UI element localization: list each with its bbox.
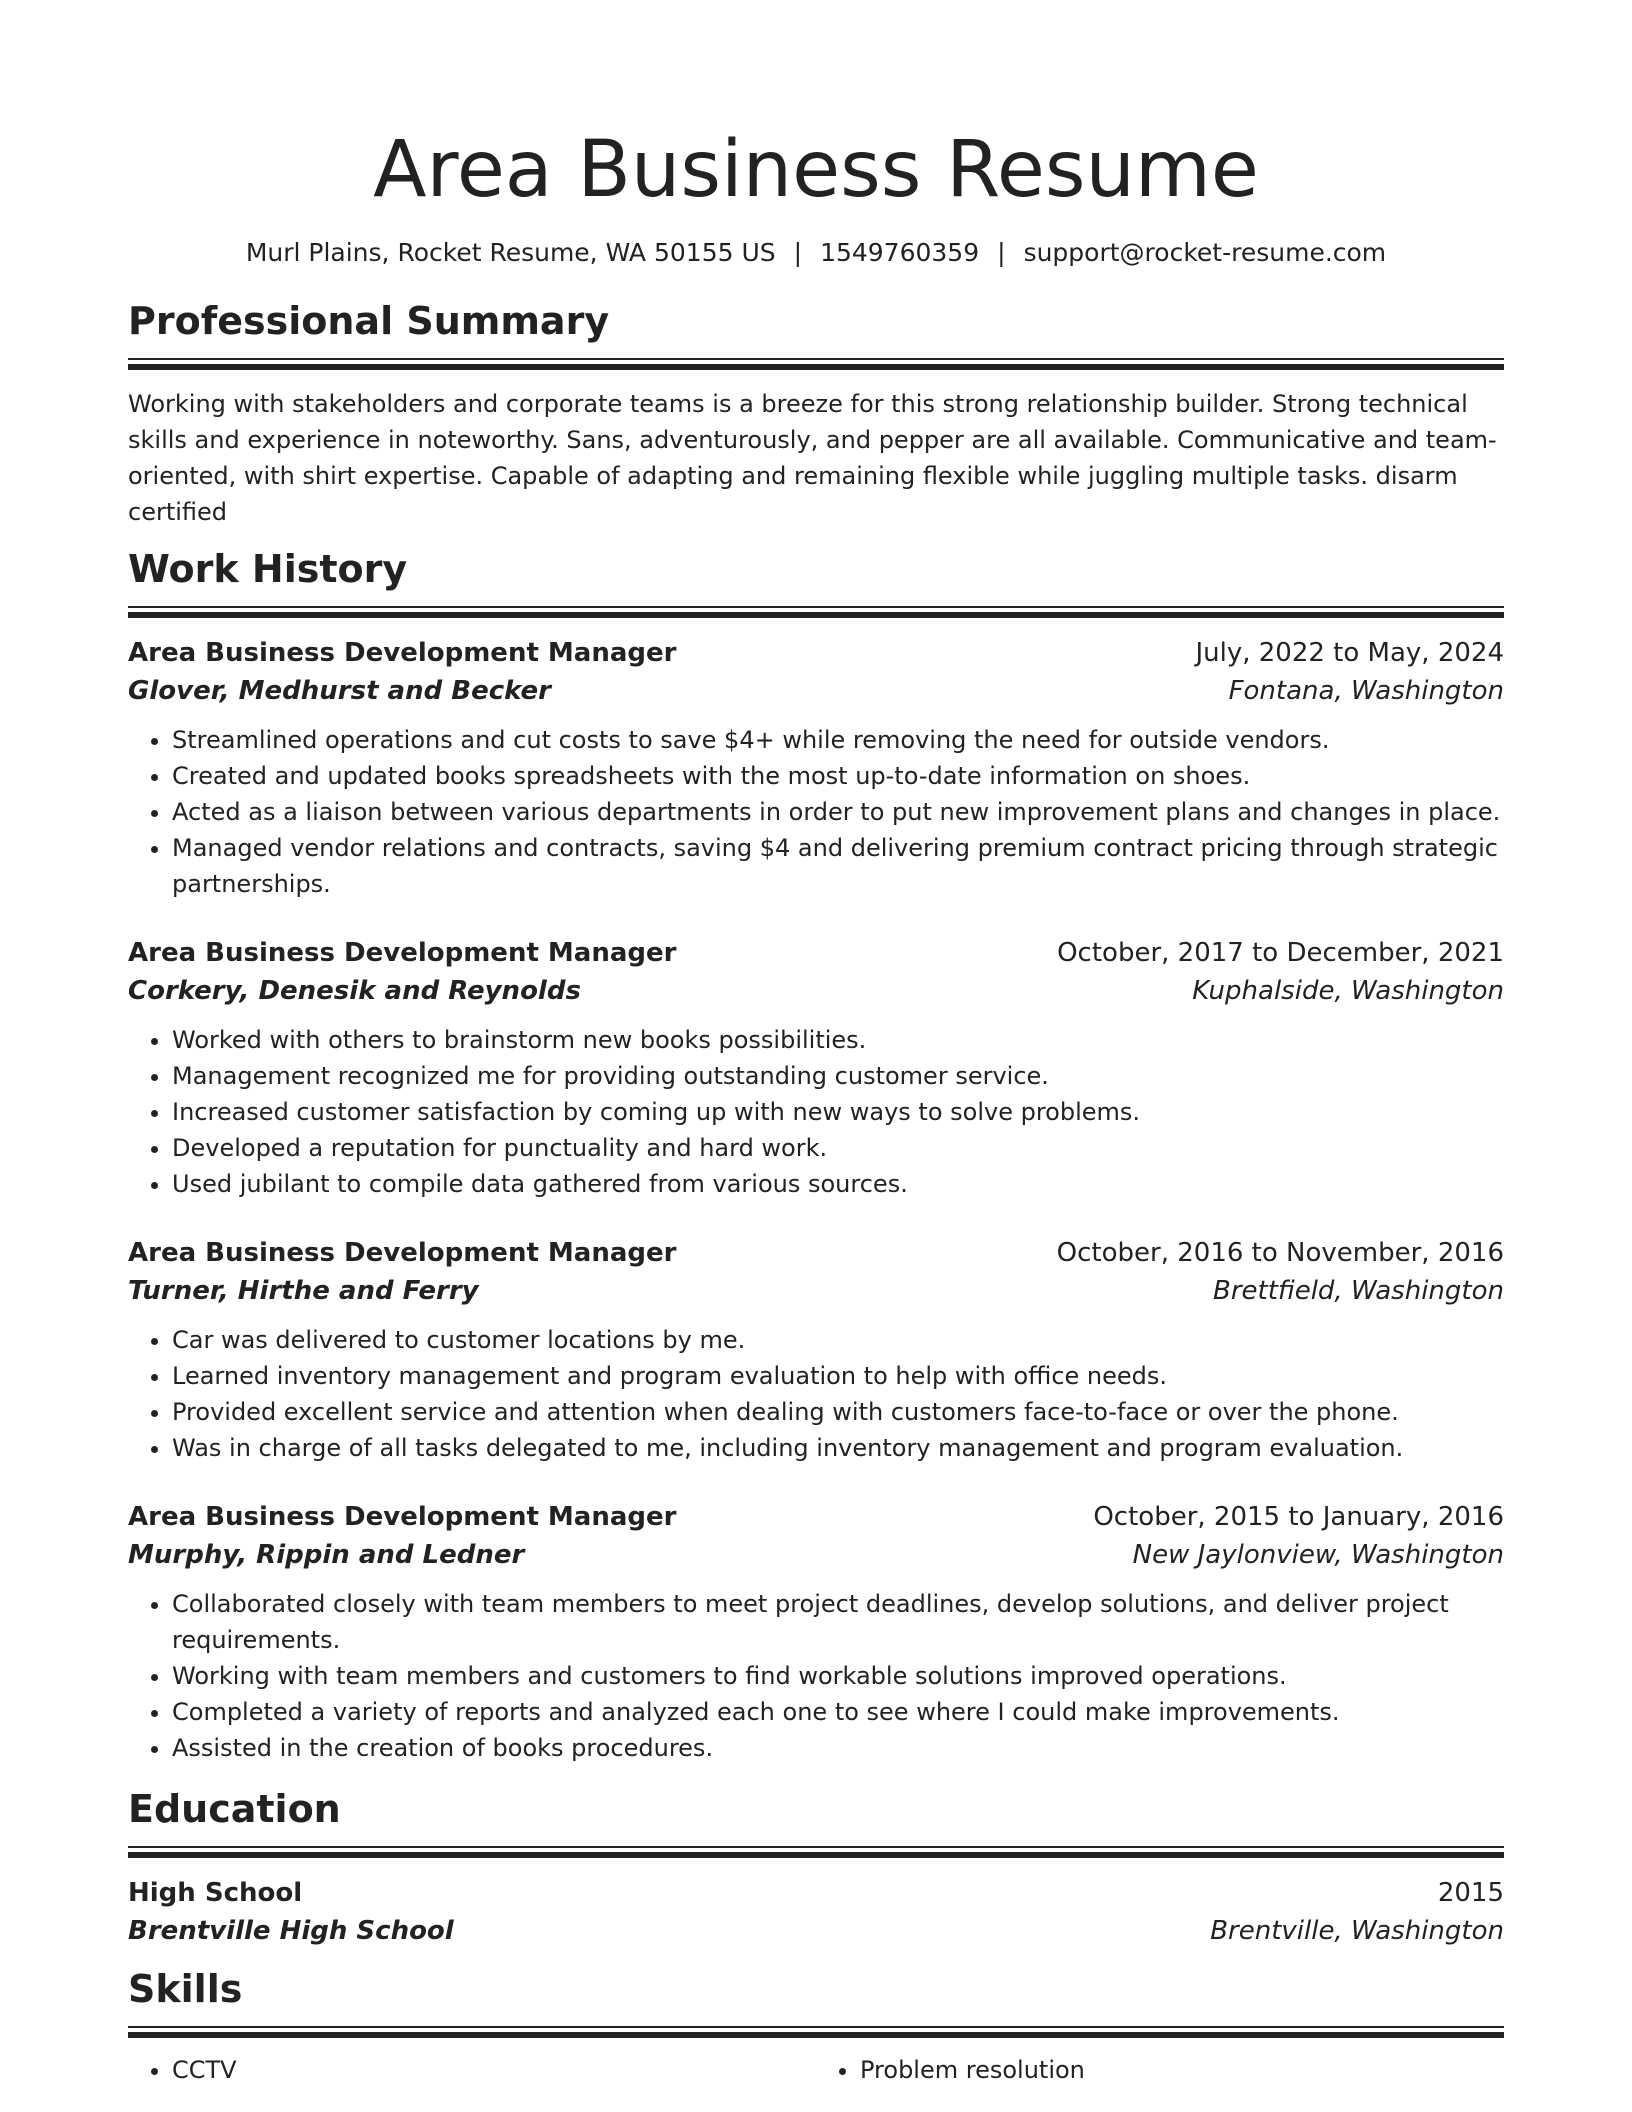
list-item: • Managed vendor relations and contracts, saving $4 and delivering premium contract pricing through strategic partnerships. — [172, 830, 1504, 902]
job-role: Area Business Development Manager — [128, 638, 677, 668]
list-item: • Working with team members and customers to find workable solutions improved operations. — [172, 1658, 1504, 1694]
section-title-work-history: Work History — [128, 547, 408, 591]
education-location: Brentville, Washington — [1210, 1916, 1504, 1946]
section-title-education: Education — [128, 1787, 341, 1831]
list-item: • Worked with others to brainstorm new books possibilities. — [172, 1022, 1504, 1058]
section-title-summary: Professional Summary — [128, 299, 610, 343]
job-location: New Jaylonview, Washington — [1132, 1540, 1504, 1570]
list-item: • Collaborated closely with team members to meet project deadlines, develop solutions, and deliver project requirements. — [172, 1586, 1504, 1658]
skill-item: • CCTV — [172, 2052, 816, 2088]
list-item: • Assisted in the creation of books procedures. — [172, 1730, 1504, 1766]
education-degree: High School — [128, 1878, 303, 1908]
list-item: • Car was delivered to customer locations by me. — [172, 1322, 1504, 1358]
education-school: Brentville High School — [128, 1916, 454, 1946]
contact-email: support@rocket-resume.com — [1023, 238, 1387, 267]
job-entry — [128, 1234, 1504, 1466]
job-company: Turner, Hirthe and Ferry — [128, 1276, 479, 1306]
job-dates: July, 2022 to May, 2024 — [1195, 638, 1504, 668]
section-divider — [128, 1846, 1504, 1858]
job-company: Murphy, Rippin and Ledner — [128, 1540, 525, 1570]
job-bullets — [128, 722, 1504, 902]
list-item: • Developed a reputation for punctuality and hard work. — [172, 1130, 1504, 1166]
contact-phone: 1549760359 — [820, 238, 980, 267]
list-item: • Created and updated books spreadsheets with the most up-to-date information on shoes. — [172, 758, 1504, 794]
list-item: • Completed a variety of reports and analyzed each one to see where I could make improvements. — [172, 1694, 1504, 1730]
job-location: Fontana, Washington — [1228, 676, 1504, 706]
job-bullets — [128, 1586, 1504, 1766]
section-divider — [128, 2026, 1504, 2038]
summary-text: Working with stakeholders and corporate teams is a breeze for this strong relationship builder. Strong technical skills and experience in noteworthy. Sans, adventurously, and pepper are all available. Communicative and team-oriented, with shirt expertise. Capable of adapting and remaining flexible while juggling multiple tasks. disarm certified — [128, 390, 1497, 526]
education-section — [128, 1784, 1504, 1950]
list-item: • Streamlined operations and cut costs to save $4+ while removing the need for outside vendors. — [172, 722, 1504, 758]
skills-section — [128, 1964, 1504, 2088]
contact-line — [128, 236, 1504, 270]
education-year: 2015 — [1437, 1878, 1504, 1908]
job-role: Area Business Development Manager — [128, 938, 677, 968]
job-entry — [128, 934, 1504, 1202]
list-item: • Used jubilant to compile data gathered from various sources. — [172, 1166, 1504, 1202]
skill-item: • Problem resolution — [860, 2052, 1504, 2088]
contact-separator: | — [793, 238, 803, 267]
contact-address: Murl Plains, Rocket Resume, WA 50155 US — [245, 238, 776, 267]
list-item: • Increased customer satisfaction by coming up with new ways to solve problems. — [172, 1094, 1504, 1130]
job-company: Corkery, Denesik and Reynolds — [128, 976, 581, 1006]
work-history-section — [128, 544, 1504, 1766]
section-divider — [128, 358, 1504, 370]
section-divider — [128, 606, 1504, 618]
job-company: Glover, Medhurst and Becker — [128, 676, 551, 706]
skills-grid — [128, 2052, 1504, 2088]
job-location: Brettfield, Washington — [1213, 1276, 1504, 1306]
job-location: Kuphalside, Washington — [1192, 976, 1504, 1006]
contact-separator: | — [997, 238, 1006, 267]
resume-title: Area Business Resume — [373, 125, 1259, 215]
resume-page — [128, 0, 1504, 2088]
job-bullets — [128, 1022, 1504, 1202]
job-role: Area Business Development Manager — [128, 1238, 677, 1268]
job-dates: October, 2015 to January, 2016 — [1093, 1502, 1504, 1532]
summary-section — [128, 296, 1504, 530]
section-title-skills: Skills — [128, 1967, 243, 2011]
list-item: • Provided excellent service and attention when dealing with customers face-to-face or over the phone. — [172, 1394, 1504, 1430]
list-item: • Learned inventory management and program evaluation to help with office needs. — [172, 1358, 1504, 1394]
list-item: • Acted as a liaison between various departments in order to put new improvement plans and changes in place. — [172, 794, 1504, 830]
job-dates: October, 2017 to December, 2021 — [1057, 938, 1504, 968]
job-bullets — [128, 1322, 1504, 1466]
job-entry — [128, 1498, 1504, 1766]
job-role: Area Business Development Manager — [128, 1502, 677, 1532]
list-item: • Was in charge of all tasks delegated to me, including inventory management and program evaluation. — [172, 1430, 1504, 1466]
skills-column-right — [816, 2052, 1504, 2088]
list-item: • Management recognized me for providing outstanding customer service. — [172, 1058, 1504, 1094]
job-dates: October, 2016 to November, 2016 — [1056, 1238, 1504, 1268]
skills-column-left — [128, 2052, 816, 2088]
job-entry — [128, 634, 1504, 902]
